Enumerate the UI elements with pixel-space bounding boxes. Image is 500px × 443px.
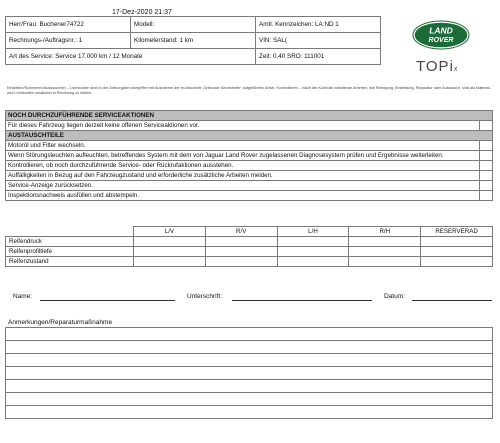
checklist-checkbox-cell[interactable] (480, 151, 493, 161)
remarks-line-cell[interactable] (6, 341, 493, 354)
remarks-line-cell[interactable] (6, 328, 493, 341)
topix-logo-text: TOPi (416, 58, 454, 75)
checklist-item-text: Service-Anzeige zurücksetzen. (6, 181, 480, 191)
checklist-row (6, 161, 493, 171)
tyre-row (6, 257, 493, 267)
tyre-value-cell[interactable] (421, 247, 493, 257)
checklist-row (6, 181, 493, 191)
remarks-line-cell[interactable] (6, 406, 493, 419)
tyre-corner-cell (6, 227, 134, 237)
tyre-value-cell[interactable] (277, 237, 349, 247)
license-plate: Amtl. Kennzeichen: LA:ND 1 (256, 17, 381, 33)
checklist-checkbox-cell[interactable] (480, 191, 493, 201)
checklist-row (6, 151, 493, 161)
checklist-row (6, 171, 493, 181)
service-time: Zeit: 0.40 SRO: 111001 (256, 49, 381, 65)
service-checklist (5, 110, 493, 201)
remarks-box (5, 327, 493, 419)
customer-header-table (5, 16, 381, 65)
land-rover-logo (412, 20, 470, 52)
checklist-item-text: Kontrollieren, ob noch durchzuführende Service- oder Rückrufaktionen ausstehen. (6, 161, 480, 171)
checklist-checkbox-cell[interactable] (480, 161, 493, 171)
checklist-checkbox-cell[interactable] (480, 171, 493, 181)
remarks-line-cell[interactable] (6, 354, 493, 367)
section-title: NOCH DURCHZUFÜHRENDE SERVICEAKTIONEN (6, 111, 493, 121)
tyre-value-cell[interactable] (134, 247, 206, 257)
tyre-row-label: Reifenprofiltiefe (6, 247, 134, 257)
tyre-column-header: R/V (205, 227, 277, 237)
header-row (6, 49, 381, 65)
checklist-checkbox-cell[interactable] (480, 181, 493, 191)
tyre-row-label: Reifendruck (6, 237, 134, 247)
tyre-table (5, 226, 493, 267)
section-header (6, 131, 493, 141)
vin: VIN: SAL( (256, 33, 381, 49)
section-title: AUSTAUSCHTEILE (6, 131, 493, 141)
remarks-line (6, 341, 493, 354)
remarks-line-cell[interactable] (6, 367, 493, 380)
service-note: Einstellen/Schmieren/Austauschen – Lohnkosten sind in der Zeitvorgabe inbegriffen mit Ausnahme der im Abschnitt „Optionale Serviceteile“ aufgeführten Arikel. Kontrollieren – Nach der Kontrolle anfallende Arbeiten, wie Reinigung, Einstellung, Reparatur oder Austausch, sind als Material- und Lohnkosten zusätzlich in Rechnung zu stellen. (7, 86, 491, 95)
tyre-value-cell[interactable] (277, 257, 349, 267)
checklist-checkbox-cell[interactable] (480, 141, 493, 151)
tyre-row-label: Reifenzustand (6, 257, 134, 267)
header-row (6, 33, 381, 49)
checklist-row (6, 121, 493, 131)
name-label: Name: (13, 293, 33, 300)
service-type: Art des Service: Service 17.000 km / 12 Monate (6, 49, 256, 65)
remarks-line-cell[interactable] (6, 380, 493, 393)
tyre-value-cell[interactable] (205, 257, 277, 267)
remarks-label: Anmerkungen/Reparaturmaßnahme (8, 319, 113, 326)
tyre-column-header: L/V (134, 227, 206, 237)
tyre-column-header: RESERVERAD (421, 227, 493, 237)
tyre-column-header: R/H (349, 227, 421, 237)
invoice-number: Rechnungs-/Auftragsnr.: 1 (6, 33, 131, 49)
topix-logo-suffix: x (453, 66, 459, 73)
checklist-checkbox-cell[interactable] (480, 121, 493, 131)
tyre-value-cell[interactable] (205, 237, 277, 247)
tyre-row (6, 247, 493, 257)
remarks-line (6, 354, 493, 367)
tyre-value-cell[interactable] (421, 257, 493, 267)
tyre-value-cell[interactable] (134, 257, 206, 267)
report-datetime: 17-Dez-2020 21:37 (112, 9, 172, 16)
section-header (6, 111, 493, 121)
remarks-line (6, 367, 493, 380)
tyre-value-cell[interactable] (421, 237, 493, 247)
checklist-row (6, 191, 493, 201)
signature-line (232, 300, 372, 301)
model-field: Modell: (131, 17, 256, 33)
remarks-line (6, 328, 493, 341)
checklist-item-text: Motoröl und Filter wechseln. (6, 141, 480, 151)
mileage: Kilometerstand: 1 km (131, 33, 256, 49)
tyre-row (6, 237, 493, 247)
tyre-column-header: L/H (277, 227, 349, 237)
remarks-line (6, 406, 493, 419)
tyre-value-cell[interactable] (349, 257, 421, 267)
tyre-value-cell[interactable] (349, 247, 421, 257)
customer-name: Herr/Frau: Buchener74722 (6, 17, 131, 33)
tyre-value-cell[interactable] (349, 237, 421, 247)
tyre-value-cell[interactable] (277, 247, 349, 257)
checklist-row (6, 141, 493, 151)
tyre-value-cell[interactable] (205, 247, 277, 257)
date-label: Datum: (384, 293, 405, 300)
checklist-item-text: Wenn Störungsleuchten aufleuchten, betreffendes System mit dem von Jaguar Land Rover zugelassenen Diagnosesystem prüfen und Ergebnisse weiterleiten. (6, 151, 480, 161)
signature-label: Unterschrift: (187, 293, 223, 300)
remarks-line (6, 393, 493, 406)
tyre-value-cell[interactable] (134, 237, 206, 247)
checklist-item-text: Für dieses Fahrzeug liegen derzeit keine offenen Serviceaktionen vor. (6, 121, 480, 131)
topix-logo (416, 58, 458, 75)
logo-text-land: LAND (429, 25, 453, 36)
remarks-line-cell[interactable] (6, 393, 493, 406)
checklist-item-text: Auffälligkeiten in Bezug auf den Fahrzeugzustand und erforderliche zusätzliche Arbeiten melden. (6, 171, 480, 181)
date-line (412, 300, 492, 301)
checklist-item-text: Inspektionsnachweis ausfüllen und abstempeln. (6, 191, 480, 201)
name-line (40, 300, 175, 301)
header-row (6, 17, 381, 33)
logo-text-rover: ROVER (428, 37, 454, 44)
remarks-line (6, 380, 493, 393)
